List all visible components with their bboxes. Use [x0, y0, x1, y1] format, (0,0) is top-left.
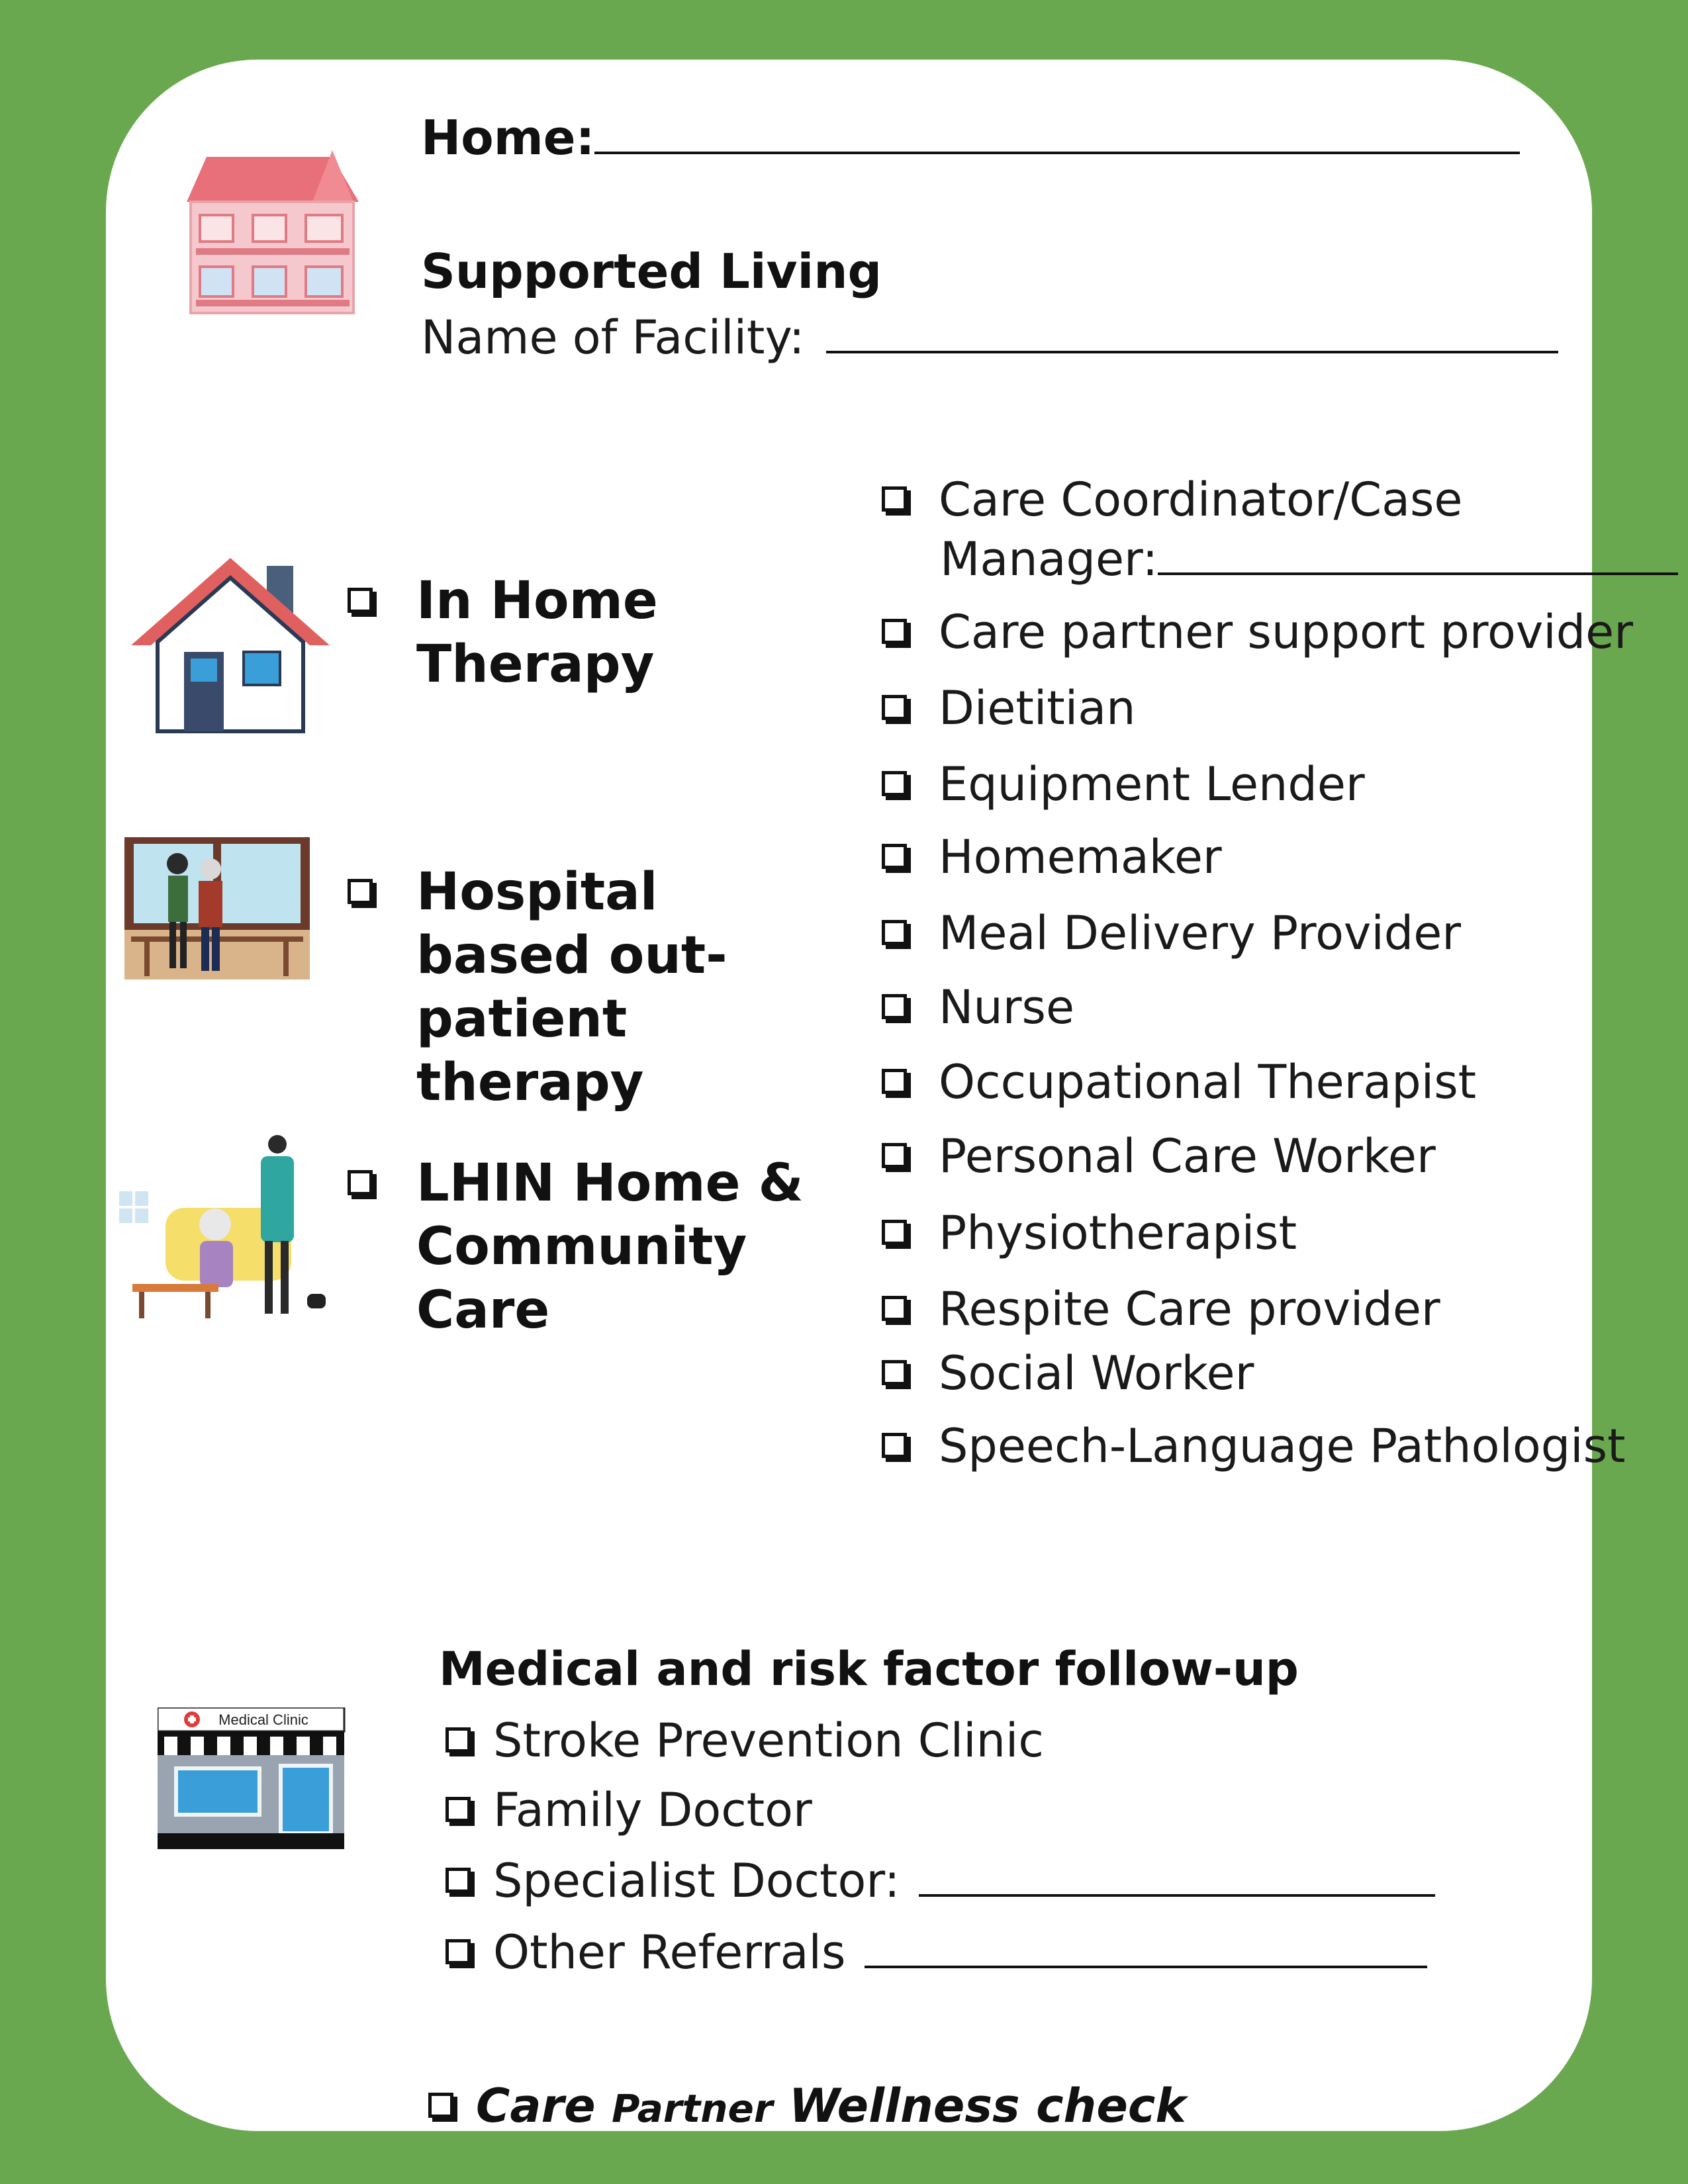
service-item-social-worker[interactable]: [882, 1347, 1254, 1400]
home-field: [421, 110, 1520, 165]
form-card: [106, 60, 1634, 2133]
lhin-label-1: LHIN Home &: [416, 1154, 804, 1213]
meal-delivery-checkbox[interactable]: [882, 920, 907, 945]
service-item-physiotherapist[interactable]: [882, 1206, 1297, 1259]
meal-delivery-label: Meal Delivery Provider: [939, 906, 1462, 960]
homemaker-label: Homemaker: [939, 830, 1222, 884]
therapy-option-hospital[interactable]: [348, 860, 727, 1115]
hospital-therapy-label-3: patient: [416, 989, 628, 1049]
social-worker-checkbox[interactable]: [882, 1360, 907, 1385]
lhin-label-3: Care: [416, 1281, 550, 1340]
other-referrals-checkbox[interactable]: [445, 1939, 471, 1964]
homemaker-checkbox[interactable]: [882, 844, 907, 869]
service-item-care-coordinator[interactable]: [882, 473, 1463, 526]
service-item-equipment-lender[interactable]: [882, 758, 1365, 811]
home-input-line[interactable]: [594, 152, 1520, 154]
medical-item-other-referrals[interactable]: [445, 1926, 1427, 1979]
clinic-sign-text: Medical Clinic: [218, 1711, 308, 1728]
service-item-occupational-therapist[interactable]: [882, 1056, 1476, 1109]
service-item-homemaker[interactable]: [882, 831, 1222, 884]
service-item-speech-language[interactable]: [882, 1420, 1626, 1473]
medical-item-stroke-prevention[interactable]: [445, 1714, 1044, 1767]
occupational-therapist-checkbox[interactable]: [882, 1069, 907, 1094]
in-home-therapy-label-1: In Home: [416, 571, 658, 631]
lhin-checkbox[interactable]: [348, 1170, 373, 1195]
facility-field: [421, 310, 1558, 365]
dietitian-label: Dietitian: [939, 681, 1136, 735]
apartment-building-icon: [180, 149, 379, 318]
other-referrals-label: Other Referrals: [493, 1925, 846, 1979]
care-coordinator-label-1: Care Coordinator/Case: [939, 473, 1463, 527]
service-item-care-coordinator-line2: [940, 533, 1678, 586]
social-worker-label: Social Worker: [939, 1346, 1254, 1400]
service-item-personal-care-worker[interactable]: [882, 1130, 1436, 1183]
hospital-therapy-label-4: therapy: [416, 1053, 644, 1113]
wellness-label-check: Wellness check: [788, 2079, 1186, 2133]
specialist-doctor-input-line[interactable]: [919, 1894, 1435, 1897]
stroke-prevention-label: Stroke Prevention Clinic: [493, 1713, 1044, 1768]
equipment-lender-checkbox[interactable]: [882, 771, 907, 796]
wellness-check-checkbox[interactable]: [428, 2093, 453, 2118]
therapy-option-lhin[interactable]: [348, 1152, 804, 1342]
respite-care-checkbox[interactable]: [882, 1296, 907, 1321]
specialist-doctor-label: Specialist Doctor:: [493, 1854, 900, 1908]
nurse-label: Nurse: [939, 980, 1075, 1034]
in-home-therapy-checkbox[interactable]: [348, 588, 373, 613]
physiotherapist-checkbox[interactable]: [882, 1220, 907, 1245]
family-doctor-label: Family Doctor: [493, 1783, 812, 1837]
care-coordinator-label-2: Manager:: [940, 532, 1158, 586]
hospital-therapy-checkbox[interactable]: [348, 879, 373, 904]
service-item-dietitian[interactable]: [882, 682, 1135, 735]
family-doctor-checkbox[interactable]: [445, 1797, 471, 1822]
hospital-therapy-label-1: Hospital: [416, 862, 658, 922]
house-icon: [124, 553, 336, 738]
personal-care-worker-checkbox[interactable]: [882, 1143, 907, 1168]
home-care-illustration-icon: [119, 1109, 331, 1327]
wellness-label-partner: Partner: [611, 2086, 773, 2131]
therapy-option-in-home[interactable]: [348, 569, 658, 696]
facility-input-line[interactable]: [826, 351, 1558, 353]
hospital-therapy-illustration-icon: [124, 837, 310, 979]
in-home-therapy-label-2: Therapy: [416, 635, 655, 694]
medical-item-specialist-doctor[interactable]: [445, 1854, 1435, 1907]
medical-title: Medical and risk factor follow-up: [439, 1642, 1299, 1696]
care-coordinator-checkbox[interactable]: [882, 486, 907, 512]
physiotherapist-label: Physiotherapist: [939, 1206, 1297, 1260]
occupational-therapist-label: Occupational Therapist: [939, 1055, 1477, 1109]
medical-item-family-doctor[interactable]: [445, 1784, 812, 1837]
wellness-label-care: Care: [476, 2079, 596, 2133]
personal-care-worker-label: Personal Care Worker: [939, 1129, 1436, 1183]
nurse-checkbox[interactable]: [882, 994, 907, 1019]
specialist-doctor-checkbox[interactable]: [445, 1868, 471, 1893]
stroke-prevention-checkbox[interactable]: [445, 1727, 471, 1752]
care-coordinator-input-line[interactable]: [1158, 572, 1678, 575]
equipment-lender-label: Equipment Lender: [939, 757, 1365, 811]
other-referrals-input-line[interactable]: [865, 1966, 1427, 1968]
wellness-check-item[interactable]: [428, 2078, 1186, 2136]
service-item-nurse[interactable]: [882, 981, 1074, 1034]
lhin-label-2: Community: [416, 1217, 747, 1277]
dietitian-checkbox[interactable]: [882, 695, 907, 720]
service-item-respite-care[interactable]: [882, 1283, 1440, 1336]
hospital-therapy-label-2: based out-: [416, 926, 727, 985]
respite-care-label: Respite Care provider: [939, 1282, 1440, 1336]
care-partner-support-label: Care partner support provider: [939, 605, 1634, 659]
care-partner-support-checkbox[interactable]: [882, 619, 907, 644]
facility-label: Name of Facility:: [421, 310, 805, 365]
supported-living-title: Supported Living: [421, 244, 882, 299]
speech-language-checkbox[interactable]: [882, 1433, 907, 1458]
service-item-meal-delivery[interactable]: [882, 907, 1461, 960]
service-item-care-partner-support[interactable]: [882, 606, 1633, 659]
home-label: Home:: [421, 110, 595, 165]
medical-clinic-icon: [158, 1707, 346, 1850]
speech-language-label: Speech-Language Pathologist: [939, 1419, 1626, 1473]
